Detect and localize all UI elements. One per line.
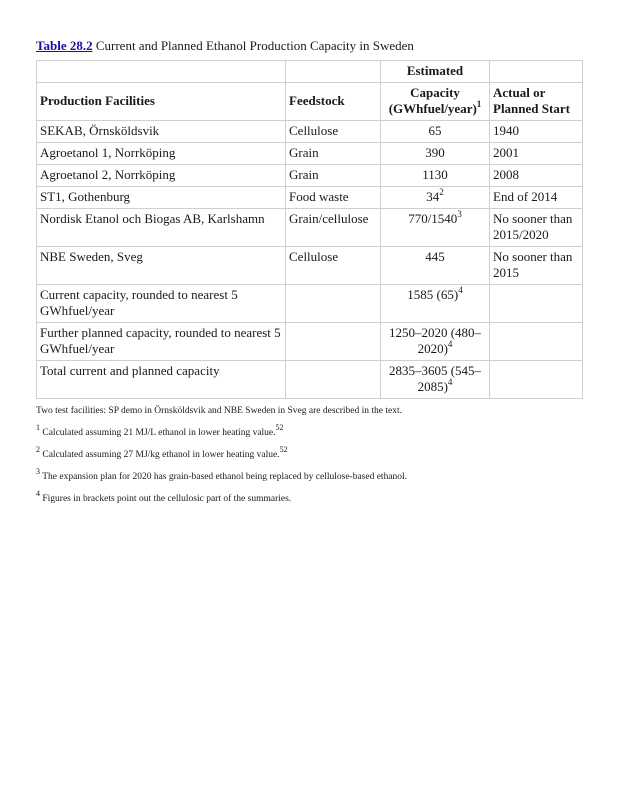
start-cell: 1940 — [490, 121, 583, 143]
feedstock-cell — [286, 323, 381, 361]
start-cell — [490, 323, 583, 361]
header-capacity-footnote: 1 — [476, 98, 482, 109]
facility-cell: SEKAB, Örnsköldsvik — [37, 121, 286, 143]
footnote-number: 4 — [36, 488, 40, 498]
capacity-value: 390 — [425, 145, 445, 160]
facility-cell: Agroetanol 2, Norrköping — [37, 165, 286, 187]
feedstock-cell: Cellulose — [286, 247, 381, 285]
facility-cell: Total current and planned capacity — [37, 361, 286, 399]
capacity-footnote: 2 — [439, 186, 444, 197]
header-capacity-text: Capacity (GWhfuel/year) — [388, 85, 477, 116]
facility-cell: NBE Sweden, Sveg — [37, 247, 286, 285]
facility-cell: Current capacity, rounded to nearest 5 GWhfuel/year — [37, 285, 286, 323]
footnote — [36, 466, 582, 483]
capacity-value: 1250–2020 (480–2020) — [388, 325, 482, 356]
capacity-cell — [381, 187, 490, 209]
table-row — [37, 285, 583, 323]
footnote-reference: 52 — [279, 444, 288, 454]
header-start: Actual or Planned Start — [490, 83, 583, 121]
header-row — [37, 83, 583, 121]
capacity-footnote: 3 — [457, 208, 462, 219]
note-intro: Two test facilities: SP demo in Örnsköldsvik and NBE Sweden in Sveg are described in the text. — [36, 406, 402, 416]
footnote-list — [36, 422, 582, 505]
table-label-link[interactable]: Table 28.2 — [36, 38, 93, 53]
footnote-text: The expansion plan for 2020 has grain-based ethanol being replaced by cellulose-based ethanol. — [42, 472, 408, 482]
footnote-number: 2 — [36, 444, 40, 454]
table-row — [37, 165, 583, 187]
capacity-value: 445 — [425, 249, 445, 264]
table-row — [37, 121, 583, 143]
header-estimated: Estimated — [381, 61, 490, 83]
feedstock-cell: Food waste — [286, 187, 381, 209]
capacity-table — [36, 60, 583, 399]
capacity-value: 770/1540 — [408, 211, 458, 226]
start-cell — [490, 361, 583, 399]
feedstock-cell: Grain/cellulose — [286, 209, 381, 247]
facility-cell: Further planned capacity, rounded to nearest 5 GWhfuel/year — [37, 323, 286, 361]
footnote-text: Calculated assuming 27 MJ/kg ethanol in lower heating value. — [42, 450, 280, 460]
capacity-cell — [381, 143, 490, 165]
capacity-footnote: 4 — [447, 376, 453, 387]
table-row — [37, 361, 583, 399]
capacity-cell — [381, 323, 490, 361]
start-cell: End of 2014 — [490, 187, 583, 209]
feedstock-cell: Grain — [286, 165, 381, 187]
document-page — [36, 37, 582, 515]
table-row — [37, 187, 583, 209]
capacity-cell — [381, 285, 490, 323]
table-caption — [36, 37, 582, 54]
table-row — [37, 143, 583, 165]
header-row-top — [37, 61, 583, 83]
footnote-number: 3 — [36, 466, 40, 476]
capacity-value: 2835–3605 (545–2085) — [388, 363, 482, 394]
start-cell: 2008 — [490, 165, 583, 187]
header-capacity — [381, 83, 490, 121]
table-title: Current and Planned Ethanol Production Capacity in Sweden — [95, 38, 414, 53]
feedstock-cell: Cellulose — [286, 121, 381, 143]
facility-cell: Agroetanol 1, Norrköping — [37, 143, 286, 165]
table-row — [37, 323, 583, 361]
capacity-cell — [381, 165, 490, 187]
footnote-text: Calculated assuming 21 MJ/L ethanol in lower heating value. — [42, 428, 276, 438]
start-cell — [490, 285, 583, 323]
table-row — [37, 209, 583, 247]
table-row — [37, 247, 583, 285]
footnote-reference: 52 — [275, 422, 284, 432]
footnote-text: Figures in brackets point out the cellulosic part of the summaries. — [42, 494, 292, 504]
capacity-cell — [381, 121, 490, 143]
capacity-cell — [381, 361, 490, 399]
feedstock-cell — [286, 361, 381, 399]
facility-cell: Nordisk Etanol och Biogas AB, Karlshamn — [37, 209, 286, 247]
capacity-footnote: 4 — [447, 338, 453, 349]
header-empty-cell — [37, 61, 286, 83]
start-cell: No sooner than 2015 — [490, 247, 583, 285]
feedstock-cell: Grain — [286, 143, 381, 165]
capacity-footnote: 4 — [458, 284, 463, 295]
start-cell: 2001 — [490, 143, 583, 165]
footnote — [36, 488, 582, 505]
footnote — [36, 422, 582, 439]
feedstock-cell — [286, 285, 381, 323]
facility-cell: ST1, Gothenburg — [37, 187, 286, 209]
capacity-value: 65 — [428, 123, 442, 138]
footnote-number: 1 — [36, 422, 40, 432]
table-notes — [36, 405, 582, 505]
capacity-value: 1585 (65) — [407, 287, 459, 302]
header-facilities: Production Facilities — [37, 83, 286, 121]
header-empty-cell — [490, 61, 583, 83]
start-cell: No sooner than 2015/2020 — [490, 209, 583, 247]
capacity-cell — [381, 209, 490, 247]
capacity-cell — [381, 247, 490, 285]
header-feedstock: Feedstock — [286, 83, 381, 121]
footnote — [36, 444, 582, 461]
header-empty-cell — [286, 61, 381, 83]
capacity-value: 1130 — [422, 167, 448, 182]
capacity-value: 34 — [426, 189, 440, 204]
